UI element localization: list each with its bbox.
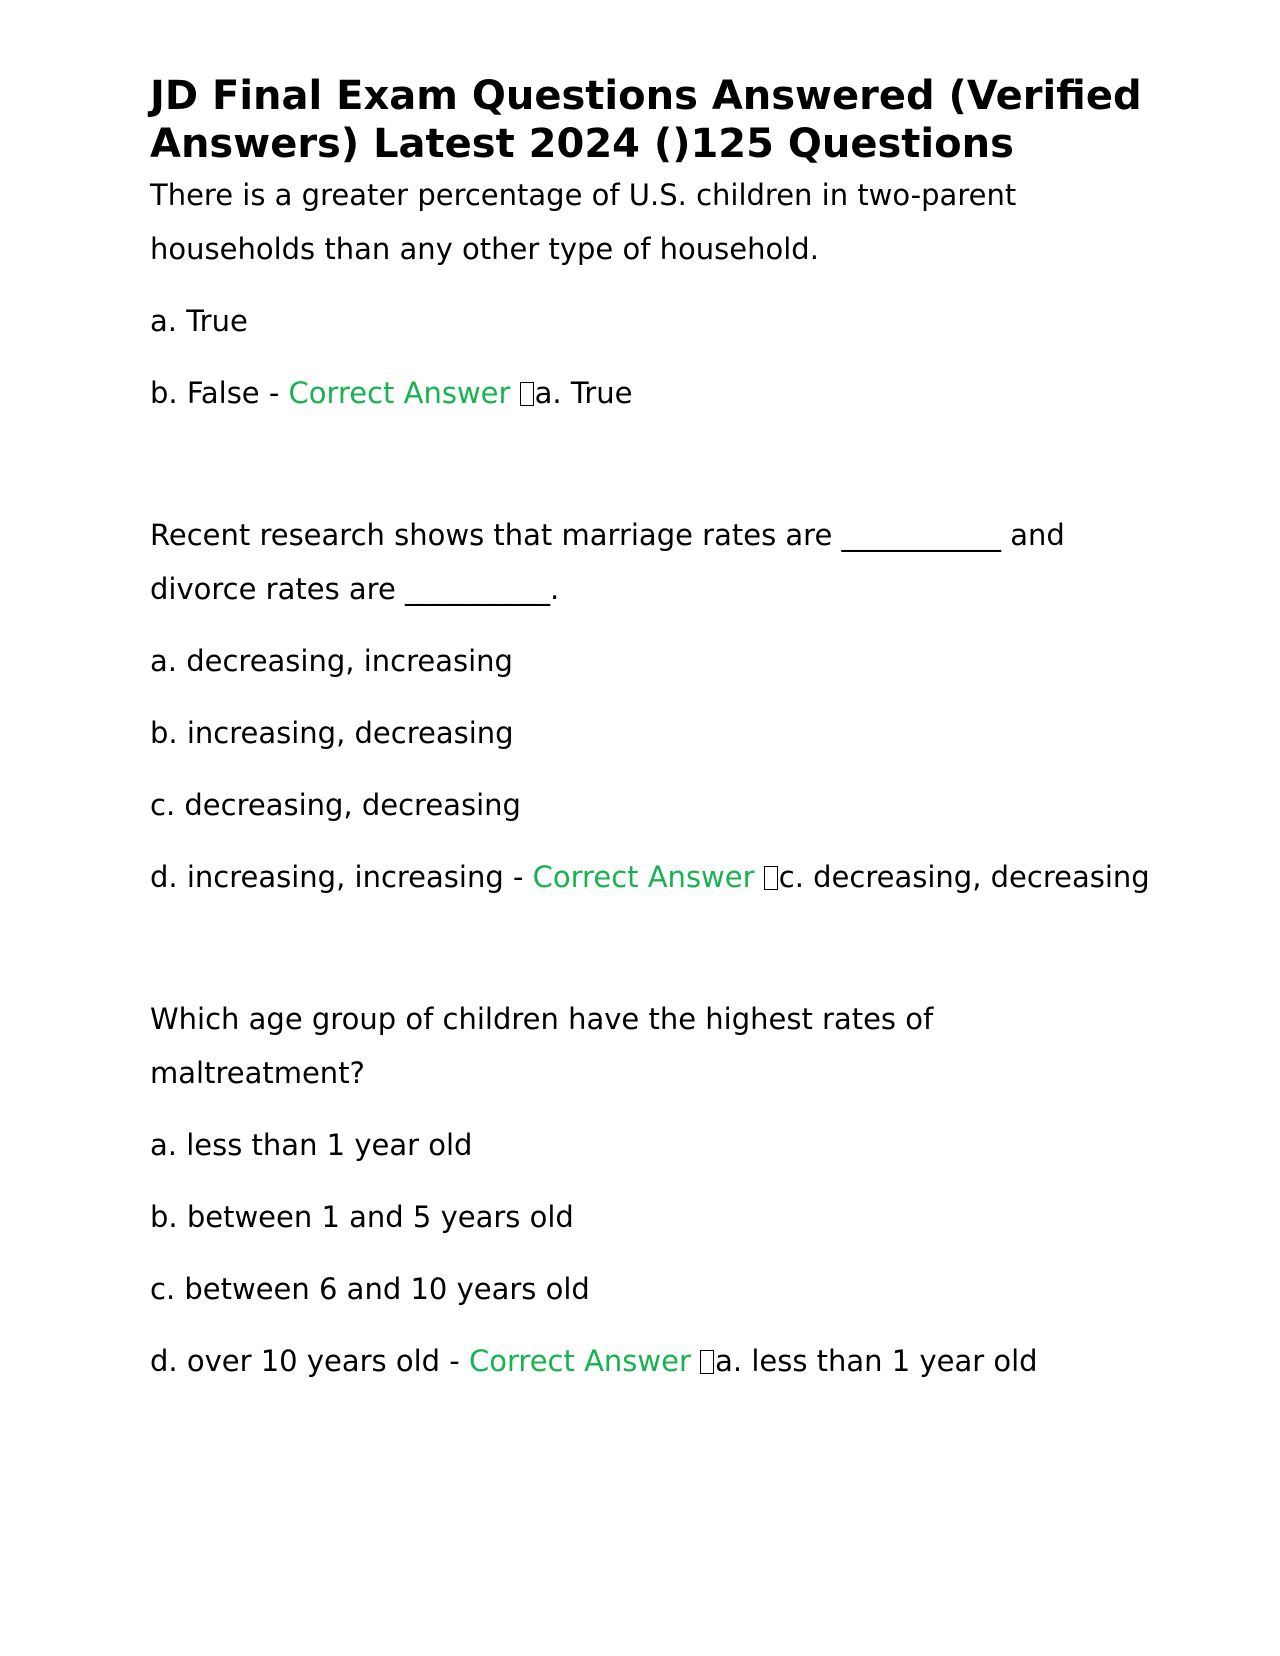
correct-answer-label: Correct Answer: [469, 1344, 691, 1378]
correct-answer-value: c. decreasing, decreasing: [778, 860, 1150, 894]
correct-answer-label: Correct Answer: [288, 376, 511, 410]
answer-option: d. over 10 years old -: [150, 1344, 469, 1378]
question-prompt: Which age group of children have the highest rates of maltreatment?: [150, 1002, 934, 1090]
spacer: [150, 420, 1150, 508]
correct-answer-label: Correct Answer: [532, 860, 755, 894]
correct-answer-value: a. True: [534, 376, 633, 410]
missing-glyph-icon: [764, 866, 778, 890]
spacer: [150, 904, 1150, 992]
answer-option: a. less than 1 year old: [150, 1128, 473, 1162]
question-block-1: [150, 168, 1150, 420]
missing-glyph-icon: [520, 382, 534, 406]
answer-option: b. False -: [150, 376, 289, 410]
answer-option-with-key: [150, 1334, 1150, 1388]
answer-option: b. increasing, decreasing: [150, 716, 514, 750]
answer-option-with-key: [150, 366, 1150, 420]
document-page: [150, 72, 1150, 1388]
question-prompt: Recent research shows that marriage rates are ___________ and divorce rates are __________.: [150, 518, 1065, 606]
answer-option: d. increasing, increasing -: [150, 860, 533, 894]
answer-option: a. decreasing, increasing: [150, 644, 513, 678]
question-prompt: There is a greater percentage of U.S. children in two-parent households than any other type of household.: [150, 178, 1017, 266]
question-block-3: [150, 992, 1150, 1388]
answer-option: c. decreasing, decreasing: [150, 788, 521, 822]
answer-option: b. between 1 and 5 years old: [150, 1200, 574, 1234]
correct-answer-value: a. less than 1 year old: [715, 1344, 1038, 1378]
document-title: JD Final Exam Questions Answered (Verified Answers) Latest 2024 ()125 Questions: [150, 73, 1142, 167]
answer-option-with-key: [150, 850, 1150, 904]
question-block-2: [150, 508, 1150, 904]
answer-option: c. between 6 and 10 years old: [150, 1272, 590, 1306]
answer-option: a. True: [150, 304, 248, 338]
missing-glyph-icon: [700, 1350, 714, 1374]
